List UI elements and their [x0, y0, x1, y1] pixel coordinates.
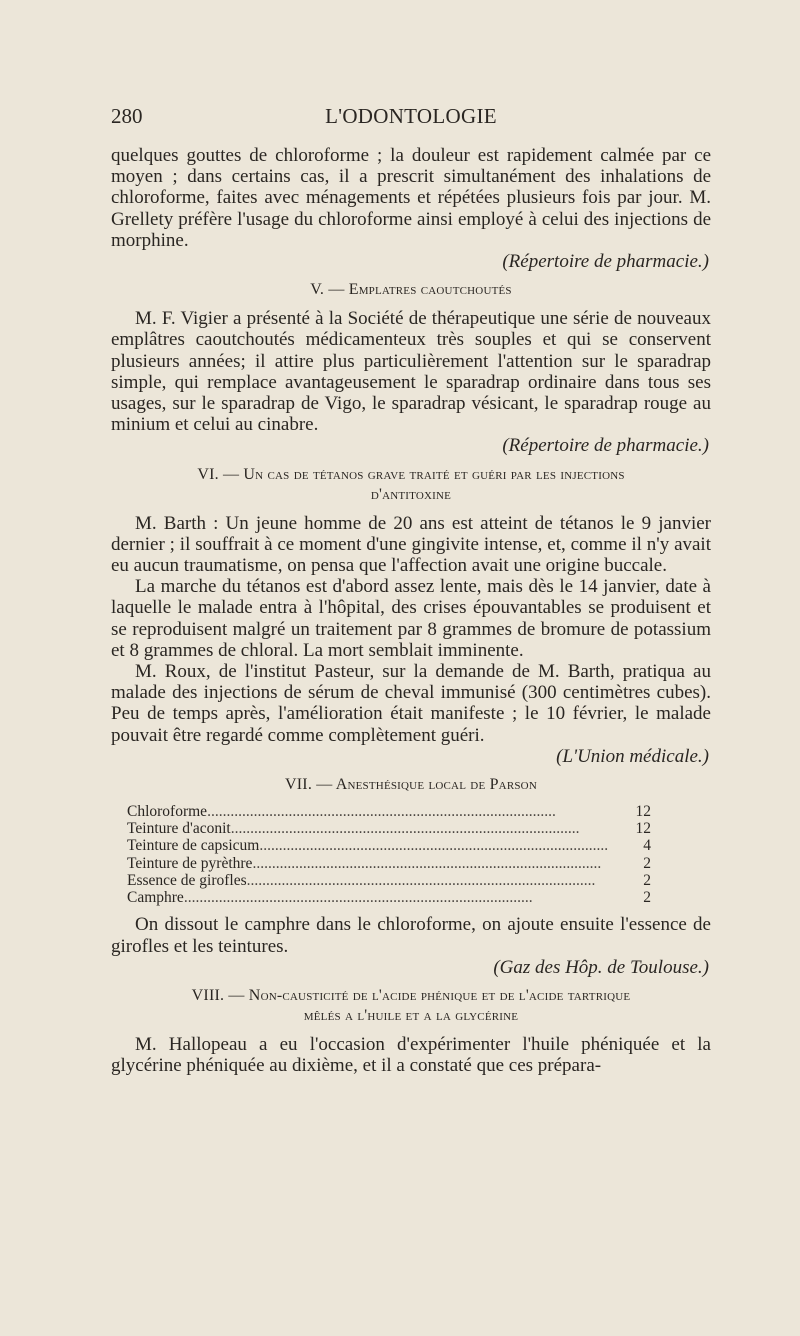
- recipe-row: Teinture de capsicum.......................................................................................... 4: [127, 837, 651, 855]
- recipe-ingredient: Camphre: [127, 889, 184, 907]
- recipe-quantity: 2: [643, 889, 651, 907]
- recipe-ingredient: Teinture de pyrèthre: [127, 854, 253, 872]
- section-6-para-3: M. Roux, de l'institut Pasteur, sur la demande de M. Barth, pratiqua au malade des injections de sérum de cheval immunisé (300 centimètres cubes). Peu de temps après, l'amélioration était manifeste ; le 10 février, le malade pouvait être regardé comme complètement guéri.: [111, 661, 711, 746]
- page-number: 280: [111, 104, 143, 128]
- source-citation: (Répertoire de pharmacie.): [502, 251, 709, 273]
- section-7-source: (Gaz des Hôp. de Toulouse.): [493, 956, 709, 978]
- section-6-heading-line1: VI. — Un cas de tétanos grave traité et guéri par les injections: [197, 465, 625, 483]
- recipe-row: Essence de girofles.......................................................................................... 2: [127, 871, 651, 889]
- recipe-quantity: 2: [643, 871, 651, 889]
- recipe-row: Camphre.......................................................................................... 2: [127, 889, 651, 907]
- section-8-text: M. Hallopeau a eu l'occasion d'expérimenter l'huile phéniquée et la glycérine phéniquée au dixième, et il a constaté que ces prépara-: [111, 1033, 711, 1077]
- recipe-ingredient: Teinture d'aconit: [127, 820, 231, 838]
- recipe-row: Chloroforme.......................................................................................... 12: [127, 803, 651, 821]
- recipe-quantity: 4: [643, 837, 651, 855]
- section-7-heading: VII. — Anesthésique local de Parson: [285, 776, 537, 794]
- section-6-para-2: La marche du tétanos est d'abord assez lente, mais dès le 14 janvier, date à laquelle le malade entra à l'hôpital, des crises épouvantables se produisent et se reproduisent malgré un traitement par 8 grammes de bromure de potassium et 8 grammes de chloral. La mort semblait imminente.: [111, 576, 711, 661]
- recipe-quantity: 2: [643, 854, 651, 872]
- section-7-text: On dissout le camphre dans le chloroforme, on ajoute ensuite l'essence de girofles et les teintures.: [111, 914, 711, 957]
- page-body: [111, 145, 711, 1076]
- recipe-row: Teinture de pyrèthre.......................................................................................... 2: [127, 854, 651, 872]
- recipe-table: [127, 803, 651, 906]
- section-5-heading: V. — Emplatres caoutchoutés: [310, 281, 512, 299]
- paragraph-chloroforme: quelques gouttes de chloroforme ; la douleur est rapidement calmée par ce moyen ; dans certains cas, il a prescrit simultanément des inhalations de chloroforme, faites avec ménagements et répétées plusieurs fois par jour. M. Grellety préfère l'usage du chloroforme ainsi employé à celui des injections de morphine.: [111, 145, 711, 251]
- section-6-heading: [111, 465, 711, 505]
- recipe-ingredient: Essence de girofles: [127, 871, 247, 889]
- page-header: [111, 104, 711, 134]
- section-8-heading-line2: mêlés a l'huile et a la glycérine: [303, 1006, 519, 1024]
- section-8-heading-line1: VIII. — Non-causticité de l'acide phénique et de l'acide tartrique: [191, 986, 631, 1004]
- section-6-source: (L'Union médicale.): [556, 745, 709, 767]
- section-5-source: (Répertoire de pharmacie.): [502, 435, 709, 457]
- recipe-row: Teinture d'aconit.......................................................................................... 12: [127, 820, 651, 838]
- section-5-text: M. F. Vigier a présenté à la Société de thérapeutique une série de nouveaux emplâtres caoutchoutés médicamenteux très souples et qui se conservent plusieurs années; il attire plus particulièrement l'attention sur le sparadrap simple, qui remplace avantageusement le sparadrap ordinaire dans tous ses usages, sur le sparadrap de Vigo, le sparadrap vésicant, le sparadrap rouge au minium et celui au cinabre.: [111, 308, 711, 436]
- recipe-quantity: 12: [635, 820, 651, 838]
- recipe-ingredient: Chloroforme: [127, 803, 208, 821]
- recipe-quantity: 12: [635, 803, 651, 821]
- section-8-heading: [111, 986, 711, 1026]
- section-6-heading-line2: d'antitoxine: [370, 485, 452, 503]
- recipe-ingredient: Teinture de capsicum: [127, 837, 260, 855]
- section-6-para-1: M. Barth : Un jeune homme de 20 ans est atteint de tétanos le 9 janvier dernier ; il souffrait à ce moment d'une gingivite intense, et, comme il n'y avait eu aucun traumatisme, on pensa que l'affection avait une origine buccale.: [111, 512, 711, 577]
- journal-title: L'ODONTOLOGIE: [325, 104, 497, 128]
